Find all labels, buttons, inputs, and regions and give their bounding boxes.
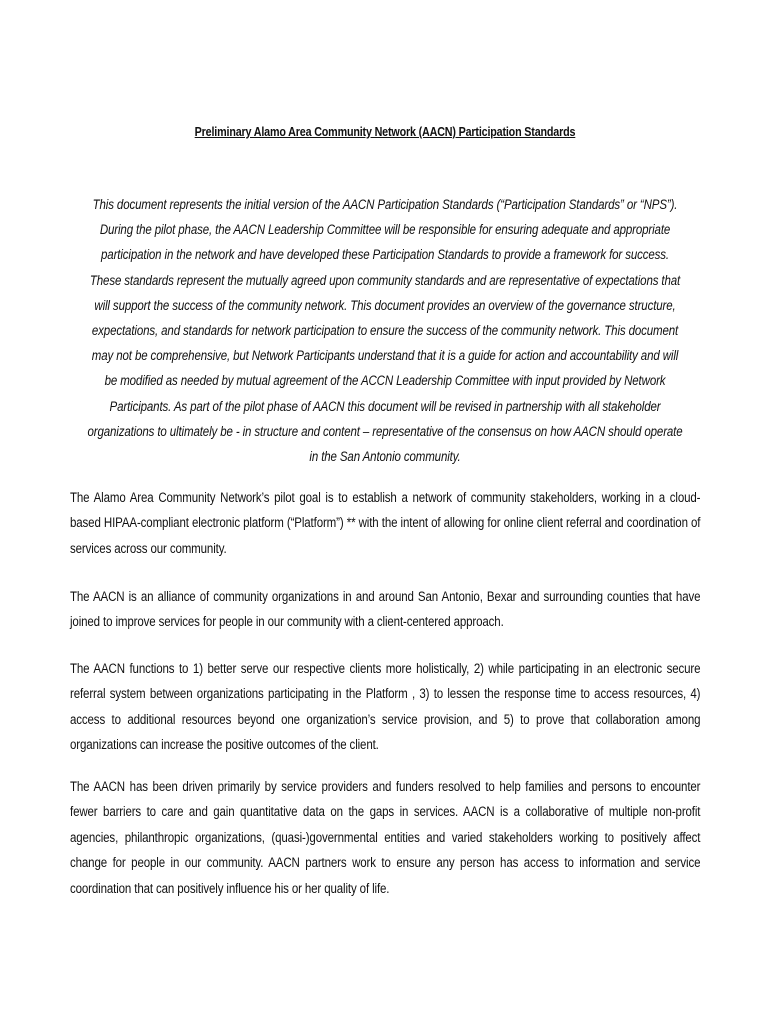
body-paragraph-text: The AACN has been driven primarily by service providers and funders resolved to help families and persons to encounter fewer barriers to care and gain quantitative data on the gaps in services. AACN is a collaborative of multiple non-profit agencies, philanthropic organizations, (quasi-)governmental entities and varied stakeholders working to positively affect change for people in our community. AACN partners work to ensure any person has access to information and service coordination that can positively influence his or her quality of life. [70, 779, 701, 896]
body-paragraph-text: The Alamo Area Community Network’s pilot goal is to establish a network of community stakeholders, working in a cloud-based HIPAA-compliant electronic platform (“Platform”) ** with the intent of allowing for online client referral and coordination of services across our community. [70, 490, 701, 556]
body-paragraph-drivers [70, 774, 700, 901]
body-paragraph-alliance [70, 584, 700, 635]
body-paragraph-text: The AACN is an alliance of community organizations in and around San Antonio, Bexar and surrounding counties that have joined to improve services for people in our community with a client-centered approach. [70, 589, 701, 630]
document-title: Preliminary Alamo Area Community Network (AACN) Participation Standards [194, 125, 576, 139]
body-paragraph-pilot-goal [70, 485, 700, 561]
body-paragraph-functions [70, 656, 700, 758]
body-paragraph-text: The AACN functions to 1) better serve our respective clients more holistically, 2) while participating in an electronic secure referral system between organizations participating in the Platform , 3) to lessen the response time to access resources, 4) access to additional resources beyond one organization’s service provision, and 5) to prove that collaboration among organizations can increase the positive outcomes of the client. [70, 661, 701, 753]
intro-paragraph: This document represents the initial version of the AACN Participation Standards (“Participation Standards” or “NPS”). During the pilot phase, the AACN Leadership Committee will be responsible for ensuring adequate and appropriate participation in the network and have developed these Participation Standards to provide a framework for success. These standards represent the mutually agreed upon community standards and are representative of expectations that will support the success of the community network. This document provides an overview of the governance structure, expectations, and standards for network participation to ensure the success of the community network. This document may not be comprehensive, but Network Participants understand that it is a guide for action and accountability and will be modified as needed by mutual agreement of the ACCN Leadership Committee with input provided by Network Participants. As part of the pilot phase of AACN this document will be revised in partnership with all stakeholder organizations to ultimately be - in structure and content – representative of the consensus on how AACN should operate in the San Antonio community. [87, 197, 683, 465]
